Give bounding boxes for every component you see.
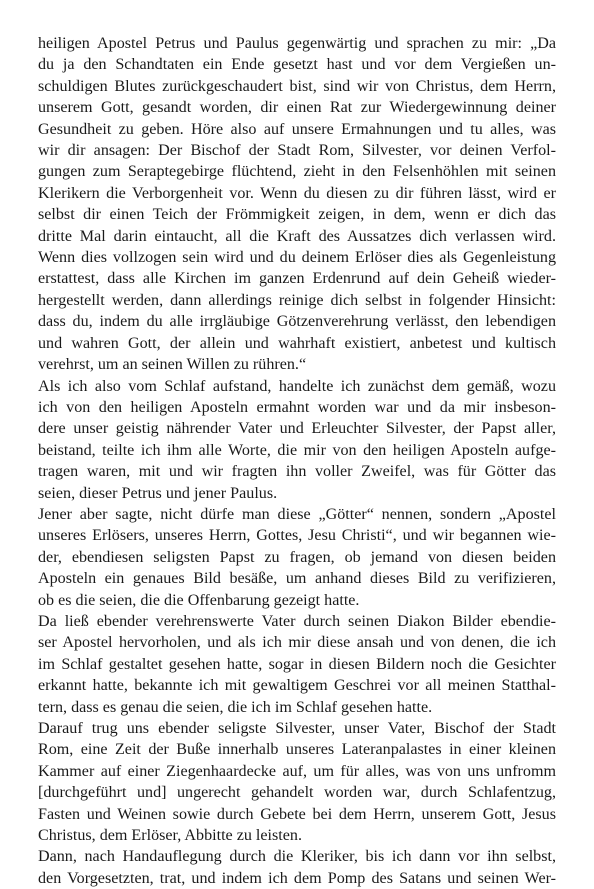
text-line: Kammer auf einer Ziegenhaardecke auf, um für alles, was von uns unfromm (38, 762, 556, 780)
text-line: Aposteln ein genaues Bild besäße, um anhand dieses Bild zu verifizieren, (38, 570, 556, 588)
text-line: ich von den heiligen Aposteln ermahnt worden war und da mir insbeson- (38, 398, 556, 416)
text-line: Jener aber sagte, nicht dürfe man diese „Götter“ nennen, sondern „Apostel (38, 505, 556, 523)
text-line: Dann, nach Handauflegung durch die Kleriker, bis ich dann vor ihn selbst, (38, 848, 556, 866)
text-line: Rom, eine Zeit der Buße innerhalb unseres Lateranpalastes in einer kleinen (38, 741, 556, 759)
text-line: seien, dieser Petrus und jener Paulus. (38, 484, 278, 502)
paragraph (38, 718, 556, 846)
text-line: Christus, dem Erlöser, Abbitte zu leisten. (38, 827, 302, 845)
text-line: dere unser geistig nährender Vater und Erleuchter Silvester, der Papst aller, (38, 420, 556, 438)
paragraph (38, 504, 556, 611)
text-line: erstattest, dass alle Kirchen im ganzen Erdenrund auf dein Geheiß wieder- (38, 270, 556, 288)
text-line: verehrst, um an seinen Willen zu rühren.“ (38, 356, 307, 374)
text-line: wir dir ansagen: Der Bischof der Stadt Rom, Silvester, vor deinen Verfol- (38, 142, 556, 160)
text-line: beistand, teilte ich ihm alle Worte, die mir von den heiligen Aposteln aufge- (38, 441, 556, 459)
text-line: Als ich also vom Schlaf aufstand, handelte ich zunächst dem gemäß, wozu (38, 377, 556, 395)
text-line: selbst dir einen Teich der Frömmigkeit zeigen, in dem, wenn er dich das (38, 206, 556, 224)
text-line: ser Apostel hervorholen, und als ich mir diese ansah und von denen, die ich (38, 634, 556, 652)
body-text (38, 33, 556, 889)
text-line: Gesundheit zu geben. Höre also auf unsere Ermahnungen und tu alles, was (38, 120, 556, 138)
text-line: Darauf trug uns ebender seligste Silvester, unser Vater, Bischof der Stadt (38, 720, 556, 737)
document-page (38, 33, 556, 889)
paragraph (38, 846, 556, 889)
paragraph (38, 611, 556, 718)
text-line: schuldigen Blutes zurückgeschaudert bist, sind wir von Christus, dem Herrn, (38, 77, 556, 95)
text-line: heiligen Apostel Petrus und Paulus gegenwärtig und sprachen zu mir: „Da (38, 35, 556, 52)
text-line: den Vorgesetzten, trat, und indem ich dem Pomp des Satans und seinen Wer- (38, 869, 556, 887)
text-line: Wenn dies vollzogen sein wird und du deinem Erlöser dies als Gegenleistung (38, 249, 556, 267)
text-line: tern, dass es genau die seien, die ich im Schlaf gesehen hatte. (38, 698, 433, 716)
text-line: erkannt hatte, bekannte ich mit gewaltigem Geschrei vor all meinen Statthal- (38, 677, 556, 695)
text-line: Klerikern die Verborgenheit vor. Wenn du diesen zu dir führen lässt, wird er (38, 184, 556, 202)
text-line: der, ebendiesen seligsten Papst zu fragen, ob jemand von diesen beiden (38, 548, 556, 566)
text-line: hergestellt werden, dann allerdings reinige dich selbst in folgender Hinsicht: (38, 291, 556, 309)
text-line: ob es die seien, die die Offenbarung gezeigt hatte. (38, 591, 360, 609)
text-line: tragen waren, mit und wir fragten ihn voller Zweifel, was für Götter das (38, 463, 556, 481)
text-line: unseres Erlösers, unseres Herrn, Gottes, Jesu Christi“, und wir begannen wie- (38, 527, 556, 545)
text-line: und wahren Gott, der allein und wahrhaft existiert, anbetest und kultisch (38, 334, 556, 352)
text-line: Da ließ ebender verehrenswerte Vater durch seinen Diakon Bilder ebendie- (38, 612, 556, 630)
text-line: dass du, indem du alle irrgläubige Götzenverehrung verlässt, den lebendigen (38, 313, 556, 331)
text-line: Fasten und Weinen sowie durch Gebete bei dem Herrn, unserem Gott, Jesus (38, 805, 556, 823)
text-line: dritte Mal darin eintaucht, all die Kraft des Aussatzes dich verlassen wird. (38, 227, 556, 245)
text-line: [durchgeführt und] ungerecht gehandelt worden war, durch Schlafentzug, (38, 784, 556, 802)
text-line: im Schlaf gestaltet gesehen hatte, sogar in diesen Bildern noch die Gesichter (38, 655, 556, 673)
text-line: unserem Gott, gesandt worden, dir einen Rat zur Wiedergewinnung deiner (38, 99, 556, 117)
paragraph (38, 33, 556, 376)
paragraph (38, 376, 556, 504)
text-line: gungen zum Seraptegebirge flüchtend, zieht in den Felsenhöhlen mit seinen (38, 163, 556, 181)
text-line: du ja den Schandtaten ein Ende gesetzt hast und vor dem Vergießen un- (38, 56, 556, 74)
